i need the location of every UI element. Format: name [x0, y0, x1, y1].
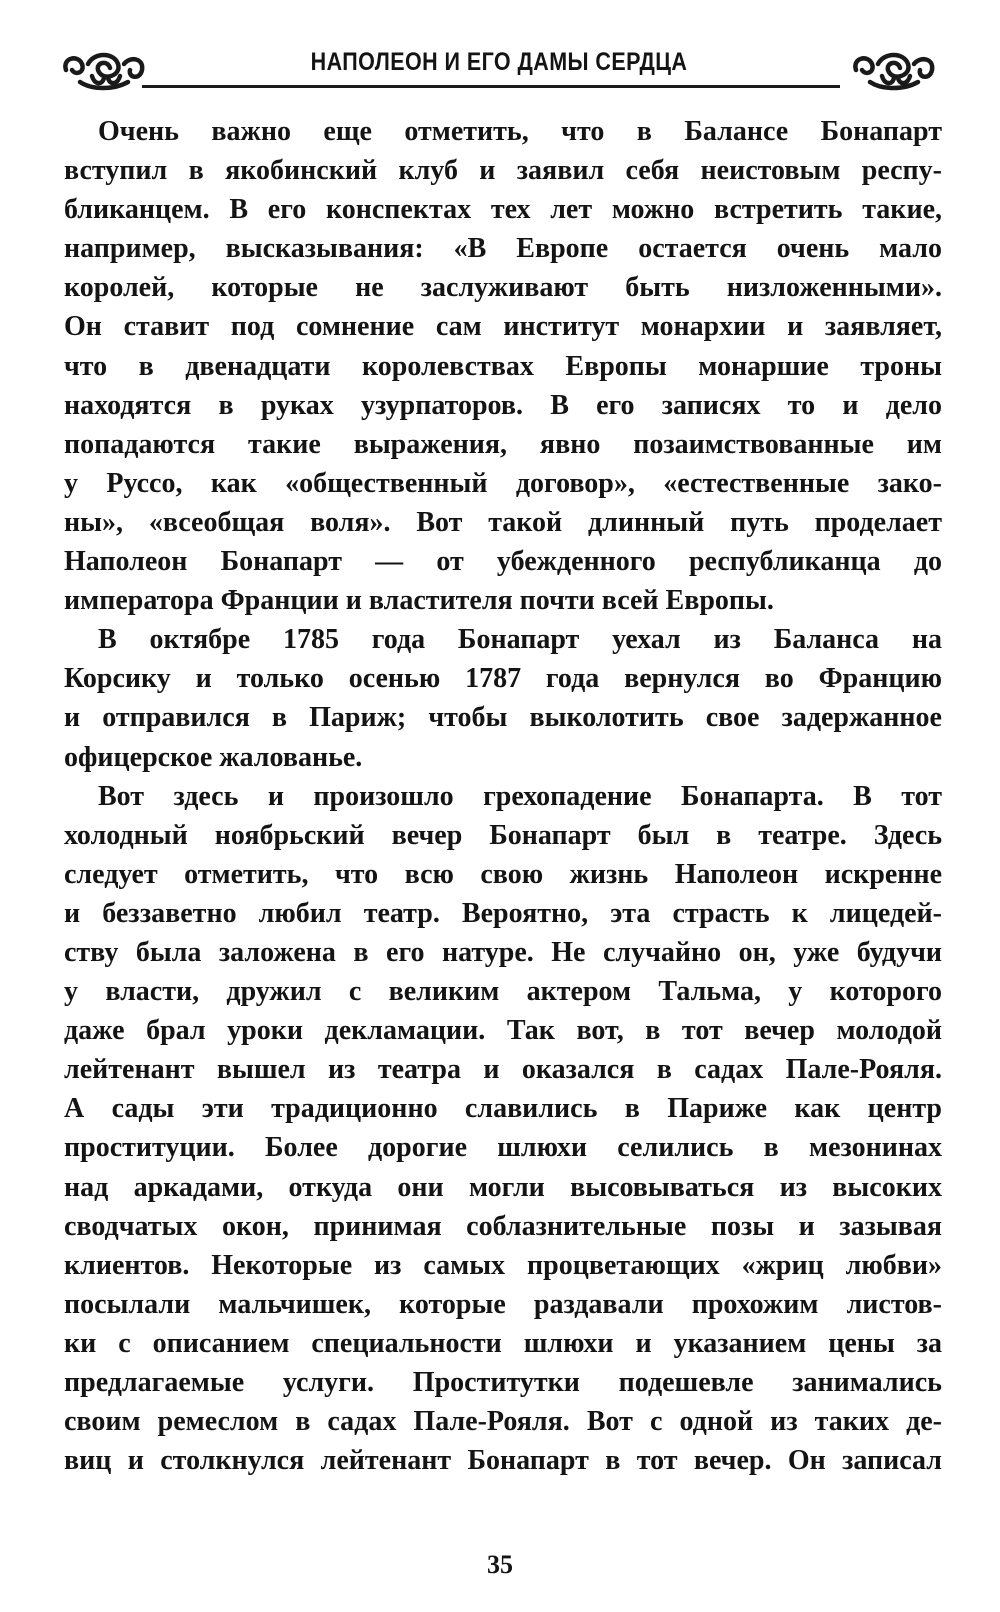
- text-line: например, высказывания: «В Европе остается очень мало: [64, 233, 942, 265]
- text-line: следует отметить, что всю свою жизнь Наполеон искренне: [64, 858, 942, 890]
- text-line: Он ставит под сомнение сам институт монархии и заявляет,: [64, 311, 942, 343]
- text-line: А сады эти традиционно славились в Париже как центр: [64, 1093, 942, 1125]
- text-line: В октябре 1785 года Бонапарт уехал из Баланса на: [98, 624, 942, 656]
- text-line: вступил в якобинский клуб и заявил себя неистовым респу-: [64, 155, 942, 187]
- text-line: холодный ноябрьский вечер Бонапарт был в театре. Здесь: [64, 819, 942, 851]
- text-line: офицерское жалованье.: [64, 741, 363, 773]
- text-line: даже брал уроки декламации. Так вот, в тот вечер молодой: [64, 1015, 942, 1047]
- text-line: над аркадами, откуда они могли высовываться из высоких: [64, 1171, 942, 1203]
- text-line: виц и столкнулся лейтенант Бонапарт в тот вечер. Он записал: [64, 1445, 942, 1477]
- text-line: и отправился в Париж; чтобы выколотить свое задержанное: [64, 702, 942, 734]
- text-line: Вот здесь и произошло грехопадение Бонапарта. В тот: [98, 780, 942, 812]
- text-line: Очень важно еще отметить, что в Балансе Бонапарт: [98, 116, 942, 147]
- text-line: императора Франции и властителя почти всей Европы.: [64, 585, 774, 617]
- text-line: предлагаемые услуги. Проститутки подешевле занимались: [64, 1367, 942, 1398]
- running-header: [58, 44, 940, 100]
- text-line: клиентов. Некоторые из самых процветающих «жриц любви»: [64, 1249, 942, 1281]
- text-line: своим ремеслом в садах Пале-Рояля. Вот с одной из таких де-: [64, 1406, 942, 1438]
- text-line: лейтенант вышел из театра и оказался в садах Пале-Рояля.: [64, 1054, 942, 1086]
- text-line: бликанцем. В его конспектах тех лет можно встретить такие,: [64, 194, 942, 226]
- text-line: ки с описанием специальности шлюхи и указанием цены за: [64, 1327, 942, 1359]
- page-number: 35: [487, 1550, 513, 1579]
- text-line: у власти, дружил с великим актером Тальма, у которого: [64, 976, 942, 1008]
- text-line: у Руссо, как «общественный договор», «естественные зако-: [64, 467, 942, 499]
- text-line: Корсику и только осенью 1787 года вернулся во Францию: [64, 663, 942, 695]
- running-title: НАПОЛЕОН И ЕГО ДАМЫ СЕРДЦА: [310, 48, 688, 76]
- text-line: и беззаветно любил театр. Вероятно, эта страсть к лицедей-: [64, 897, 942, 929]
- text-line: что в двенадцати королевствах Европы монаршие троны: [64, 350, 942, 382]
- header-rule: [142, 85, 840, 88]
- flourish-ornament-icon: [848, 48, 940, 96]
- text-line: ны», «всеобщая воля». Вот такой длинный путь проделает: [64, 506, 942, 538]
- text-line: сводчатых окон, принимая соблазнительные позы и зазывая: [64, 1210, 942, 1242]
- text-line: ству была заложена в его натуре. Не случайно он, уже будучи: [64, 936, 942, 968]
- text-line: Наполеон Бонапарт — от убежденного республиканца до: [64, 546, 942, 578]
- text-line: королей, которые не заслуживают быть низложенными».: [64, 272, 942, 304]
- body-text: [64, 112, 942, 1480]
- text-line: попадаются такие выражения, явно позаимствованные им: [64, 428, 942, 460]
- text-line: проституции. Более дорогие шлюхи селились в мезонинах: [64, 1132, 942, 1164]
- text-line: находятся в руках узурпаторов. В его записях то и дело: [64, 389, 942, 421]
- text-line: посылали мальчишек, которые раздавали прохожим листов-: [64, 1288, 942, 1320]
